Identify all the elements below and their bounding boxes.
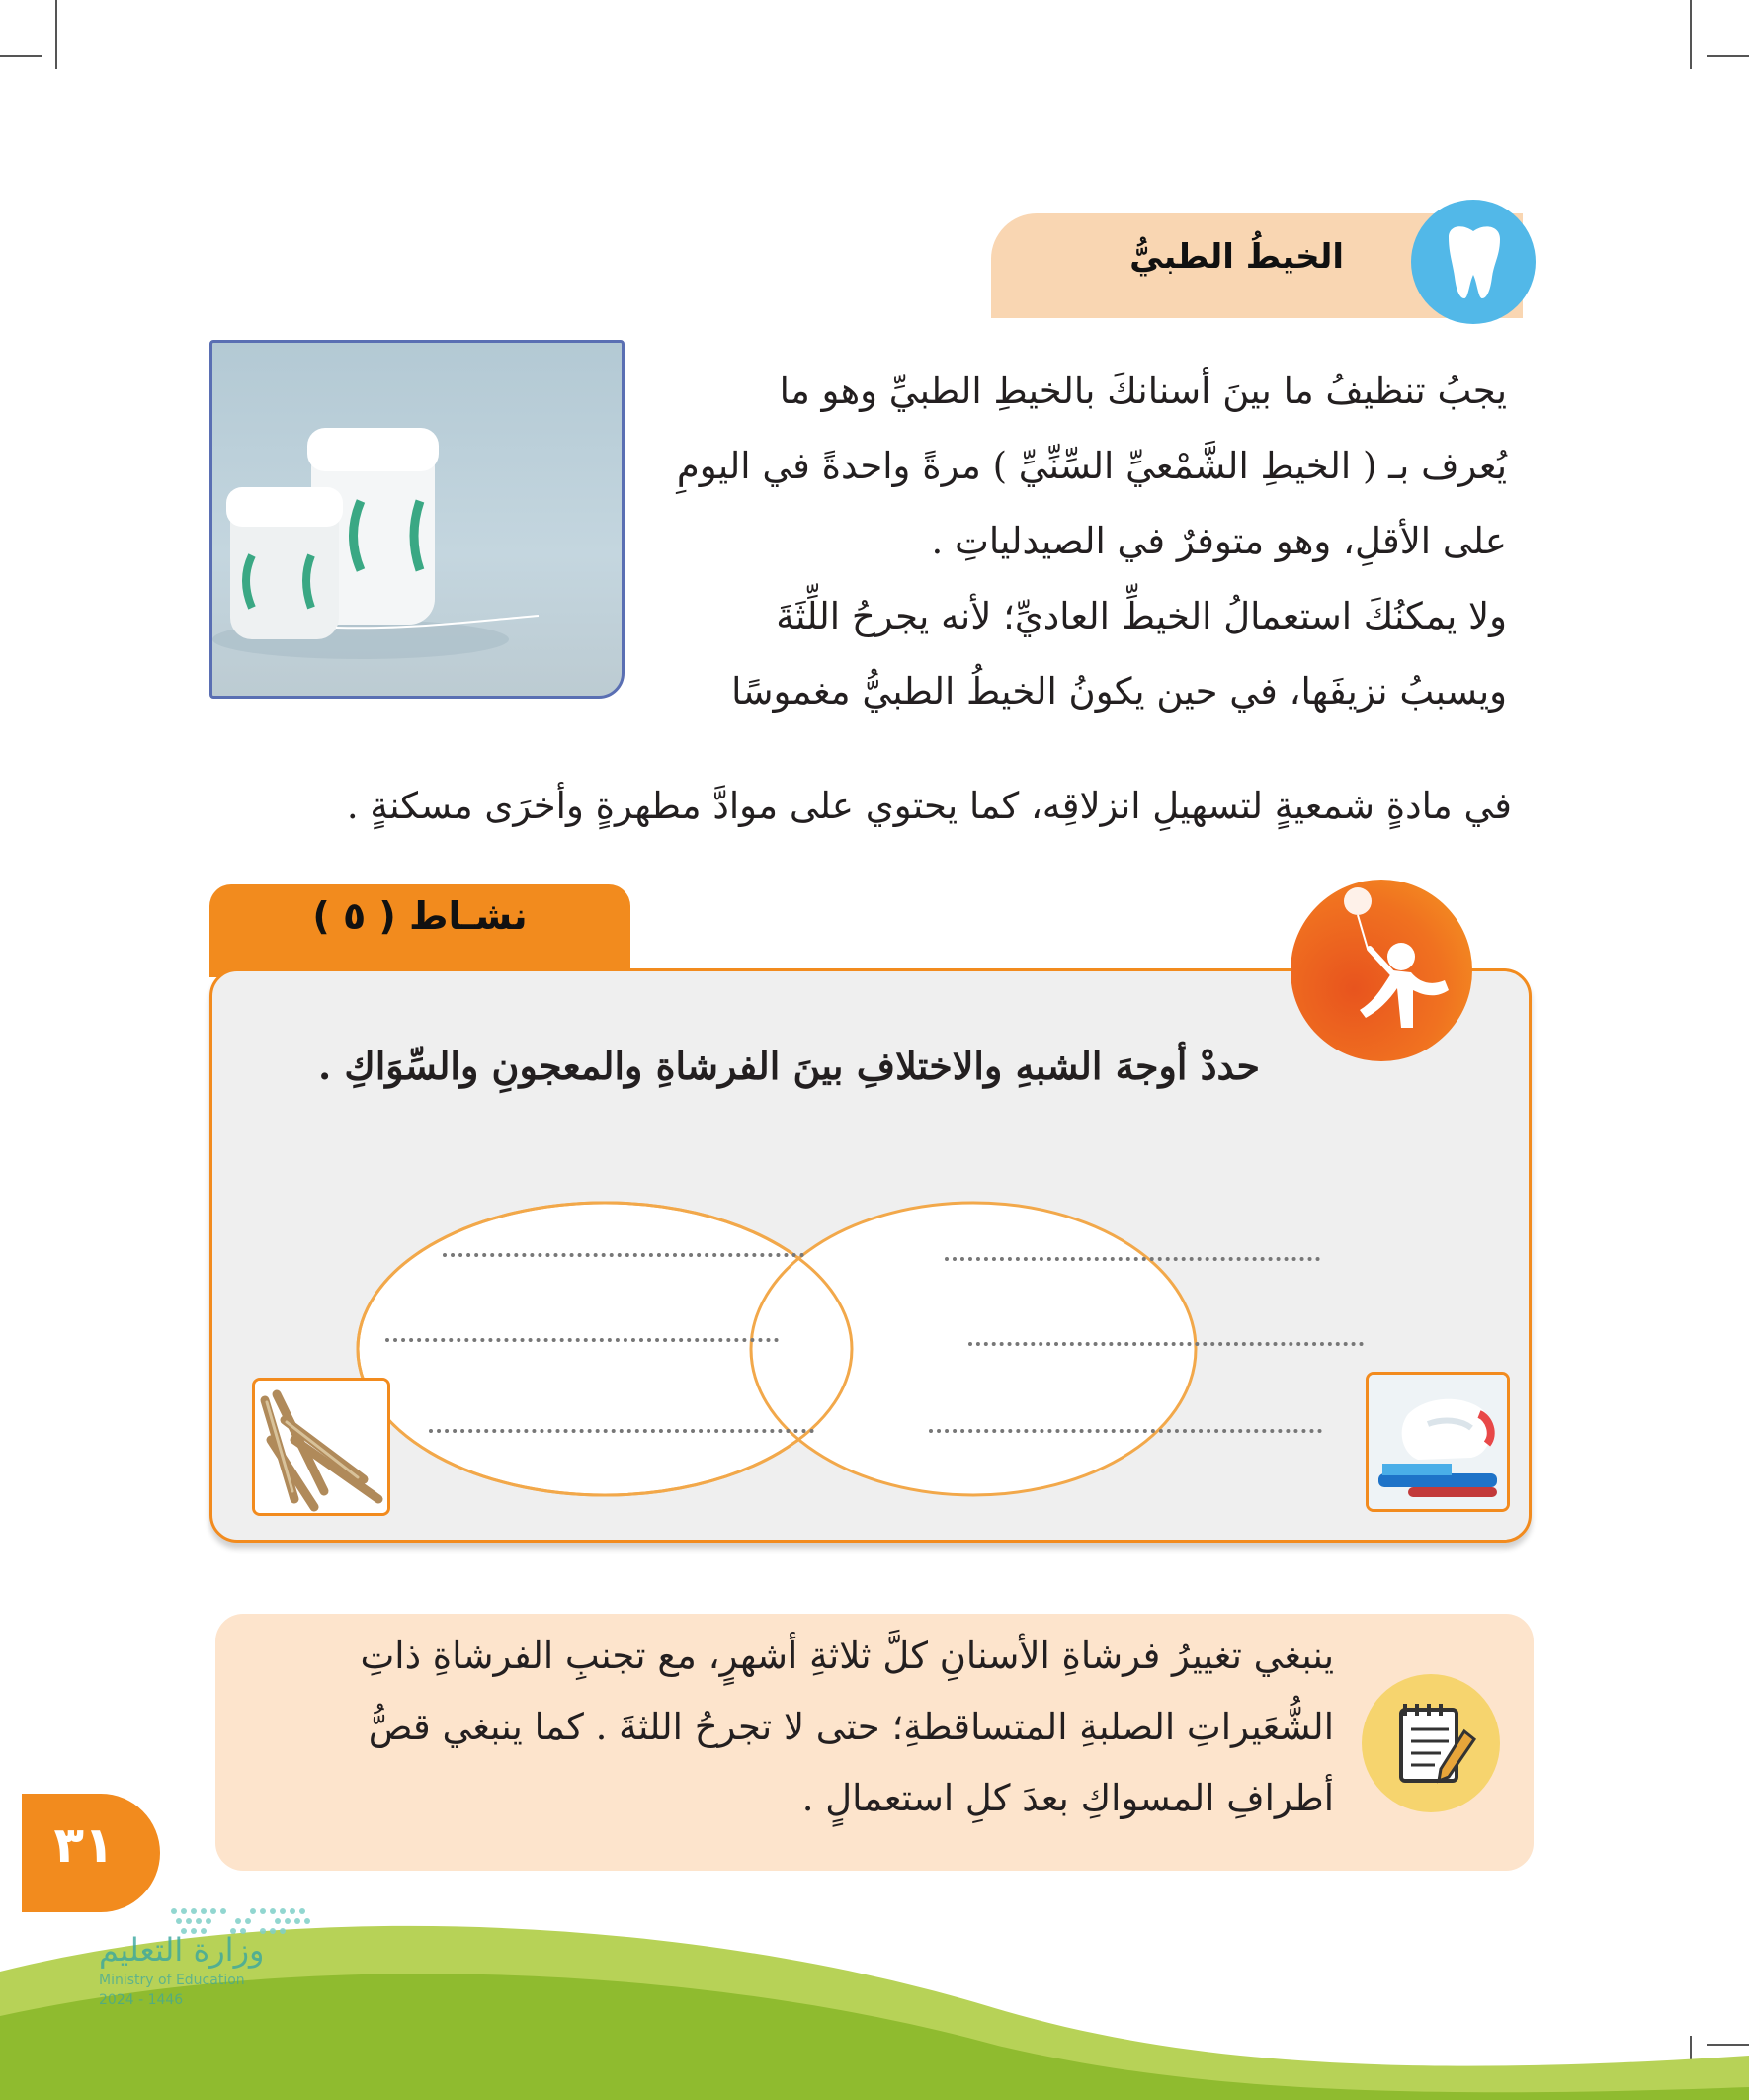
intro-line-2: يُعرف بـ ( الخيطِ الشَّمْعيِّ السِّنِّيِّ ) مرةً واحدةً في اليومِ (676, 445, 1507, 487)
tip-line-2: الشُّعَيراتِ الصلبةِ المتساقطةِ؛ حتى لا تجرحُ اللثةَ . كما ينبغي قصُّ (368, 1706, 1334, 1748)
ministry-name-arabic: وزارة التعليم (99, 1931, 265, 1969)
intro-line-5: ويسببُ نزيفَها، في حين يكونُ الخيطُ الطبيُّ مغموسًا (731, 670, 1507, 713)
footer-green-wave (0, 1858, 1749, 2100)
activity-prompt: حددْ أوجهَ الشبهِ والاختلافِ بينَ الفرشاةِ والمعجونِ والسِّوَاكِ . (317, 1044, 1260, 1088)
venn-diagram (356, 1201, 1374, 1497)
answer-line[interactable] (429, 1429, 814, 1433)
intro-line-3: على الأقلِ، وهو متوفرٌ في الصيدلياتِ . (931, 520, 1507, 562)
answer-line[interactable] (443, 1253, 804, 1257)
intro-line-4: ولا يمكنُكَ استعمالُ الخيطِّ العاديِّ؛ لأنه يجرحُ اللِّثَةَ (776, 595, 1507, 637)
toothbrush-paste-thumbnail (1366, 1372, 1510, 1512)
answer-line[interactable] (385, 1338, 779, 1342)
tooth-icon (1411, 200, 1536, 324)
answer-line[interactable] (968, 1342, 1364, 1346)
intro-line-1: يجبُ تنظيفُ ما بينَ أسنانكَ بالخيطِ الطبيِّ وهو ما (779, 370, 1507, 412)
section-title: الخيطُ الطبيُّ (1129, 237, 1344, 277)
crop-mark (1690, 0, 1692, 69)
page-number: ٣١ (53, 1816, 115, 1874)
crop-mark (55, 0, 57, 69)
edition-year: 2024 - 1446 (99, 1992, 184, 2008)
dental-floss-photo (209, 340, 625, 699)
activity-title: نشـاط ( ٥ ) (312, 894, 528, 938)
activity-child-balloon-icon (1291, 880, 1472, 1061)
tip-line-3: أطرافِ المسواكِ بعدَ كلِ استعمالٍ . (801, 1777, 1334, 1819)
notepad-pencil-icon (1362, 1674, 1500, 1812)
tip-line-1: ينبغي تغييرُ فرشاةِ الأسنانِ كلَّ ثلاثةِ أشهرٍ، مع تجنبِ الفرشاةِ ذاتِ (360, 1635, 1334, 1677)
intro-line-6: في مادةٍ شمعيةٍ لتسهيلِ انزلاقِه، كما يحتوي على موادَّ مطهرةٍ وأخرَى مسكنةٍ . (346, 785, 1512, 827)
crop-mark (1707, 55, 1749, 57)
ministry-name-english: Ministry of Education (99, 1973, 245, 1988)
answer-line[interactable] (929, 1429, 1322, 1433)
miswak-thumbnail (252, 1378, 390, 1516)
crop-mark (0, 55, 42, 57)
answer-line[interactable] (945, 1257, 1320, 1261)
